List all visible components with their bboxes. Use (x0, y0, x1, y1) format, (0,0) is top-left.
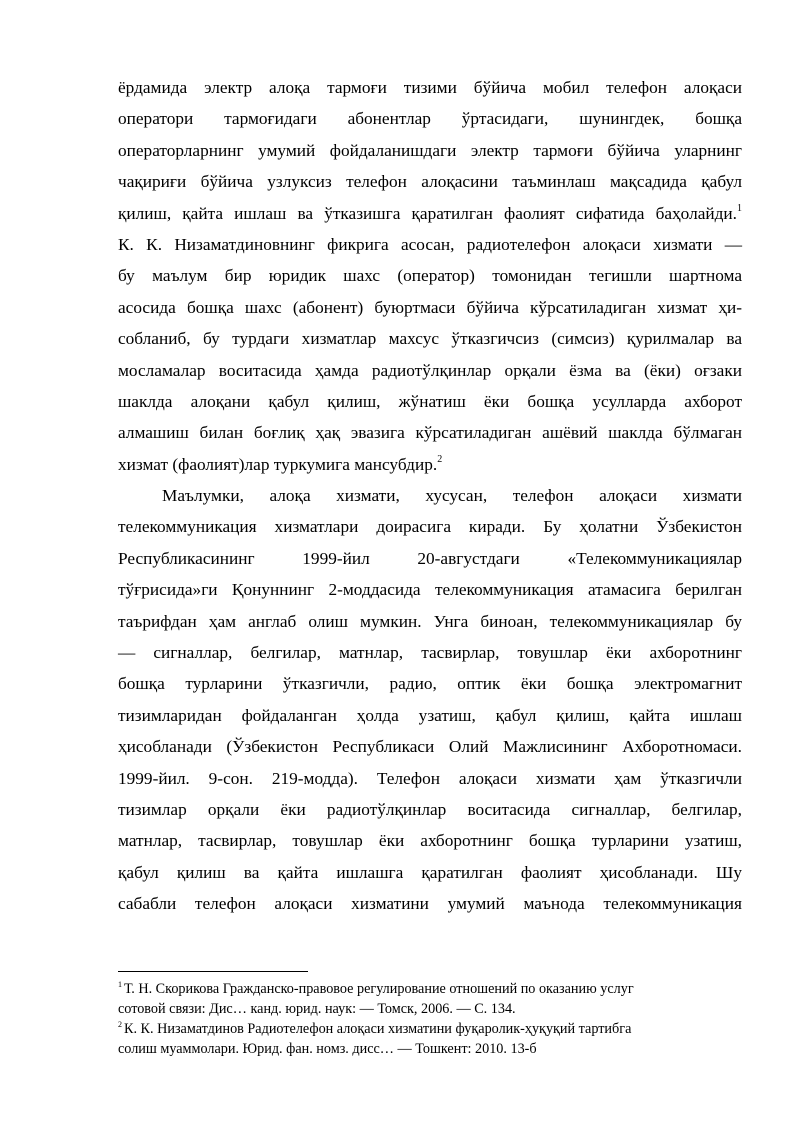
footnote-2 (118, 1019, 742, 1039)
footnote-2-text: К. К. Низаматдинов Радиотелефон алоқаси хизматини фуқаролик-ҳуқуқий тартибга (124, 1021, 632, 1037)
text-line: ёрдамида электр алоқа тармоғи тизими бўйича мобил телефон алоқаси (118, 78, 742, 97)
text-segment: хизмат (фаолият)лар туркумига мансубдир. (118, 454, 438, 474)
footnote-separator (118, 971, 308, 972)
text-line: тизимлар орқали ёки радиотўлқинлар воситасида сигналлар, белгилар, (118, 799, 742, 819)
text-line: ҳисобланади (Ўзбекистон Республикаси Олий Мажлисининг Ахборотномаси. (118, 737, 742, 757)
text-line: — сигналлар, белгилар, матнлар, тасвирлар, товушлар ёки ахборотнинг (118, 643, 742, 663)
text-line: собланиб, бу турдаги хизматлар махсус ўтказгичсиз (симсиз) қурилмалар ва (118, 329, 742, 349)
paragraph-start-line: Маълумки, алоқа хизмати, хусусан, телефон алоқаси хизмати (162, 486, 742, 506)
main-text (118, 72, 742, 920)
text-line: Республикасининг 1999-йил 20-августдаги «Телекоммуникациялар (118, 548, 742, 568)
text-line: таърифдан ҳам англаб олиш мумкин. Унга биноан, телекоммуникациялар бу (118, 611, 742, 631)
text-line (118, 198, 742, 229)
text-line: телекоммуникация хизматлари доирасига киради. Бу ҳолатни Ўзбекистон (118, 517, 742, 537)
text-line: алмашиш билан боғлиқ ҳақ эвазига кўрсатиладиган ашёвий шаклда бўлмаган (118, 423, 742, 443)
text-line: оператори тармоғидаги абонентлар ўртасидаги, шунингдек, бошқа (118, 109, 742, 129)
text-line: чақириғи бўйича узлуксиз телефон алоқасини таъминлаш мақсадида қабул (118, 172, 742, 192)
footnote-ref-1[interactable]: 1 (737, 202, 742, 214)
text-segment: қилиш, қайта ишлаш ва ўтказишга қаратилган фаолият сифатида баҳолайди. (118, 203, 737, 223)
footnotes (118, 979, 742, 1059)
text-line: бошқа турларини ўтказгичли, радио, оптик ёки бошқа электромагнит (118, 674, 742, 694)
text-line: К. К. Низаматдиновнинг фикрига асосан, радиотелефон алоқаси хизмати — (118, 234, 742, 254)
text-line: тизимларидан фойдаланган ҳолда узатиш, қабул қилиш, қайта ишлаш (118, 705, 742, 725)
text-line: асосида бошқа шахс (абонент) буюртмаси бўйича кўрсатиладиган хизмат ҳи- (118, 297, 742, 317)
text-line: бу маълум бир юридик шахс (оператор) томонидан тегишли шартнома (118, 266, 742, 286)
footnote-1 (118, 979, 742, 999)
text-line: тўғрисида»ги Қонуннинг 2-моддасида телекоммуникация атамасига берилган (118, 580, 742, 600)
footnote-1-cont: сотовой связи: Дис… канд. юрид. наук: — Томск, 2006. — С. 134. (118, 1001, 516, 1017)
footnote-mark-2: 2 (118, 1020, 122, 1030)
footnote-2-cont: солиш муаммолари. Юрид. фан. номз. дисс… — Тошкент: 2010. 13-б (118, 1041, 537, 1057)
text-line: матнлар, тасвирлар, товушлар ёки ахборотнинг бошқа турларини узатиш, (118, 831, 742, 851)
text-line: қабул қилиш ва қайта ишлашга қаратилган фаолият ҳисобланади. Шу (118, 862, 742, 882)
text-line: 1999-йил. 9-сон. 219-модда). Телефон алоқаси хизмати ҳам ўтказгичли (118, 768, 742, 788)
text-line: шаклда алоқани қабул қилиш, жўнатиш ёки бошқа усулларда ахборот (118, 391, 742, 411)
footnote-mark-1: 1 (118, 980, 122, 990)
footnote-1-text: Т. Н. Скорикова Гражданско-правовое регулирование отношений по оказанию услуг (124, 981, 634, 997)
text-line: сабабли телефон алоқаси хизматини умумий маънода телекоммуникация (118, 894, 742, 914)
text-line: мосламалар воситасида ҳамда радиотўлқинлар орқали ёзма ва (ёки) оғзаки (118, 360, 742, 380)
text-line: операторларнинг умумий фойдаланишдаги электр тармоғи бўйича уларнинг (118, 140, 742, 160)
text-line (118, 449, 742, 480)
footnote-ref-2[interactable]: 2 (437, 453, 443, 465)
